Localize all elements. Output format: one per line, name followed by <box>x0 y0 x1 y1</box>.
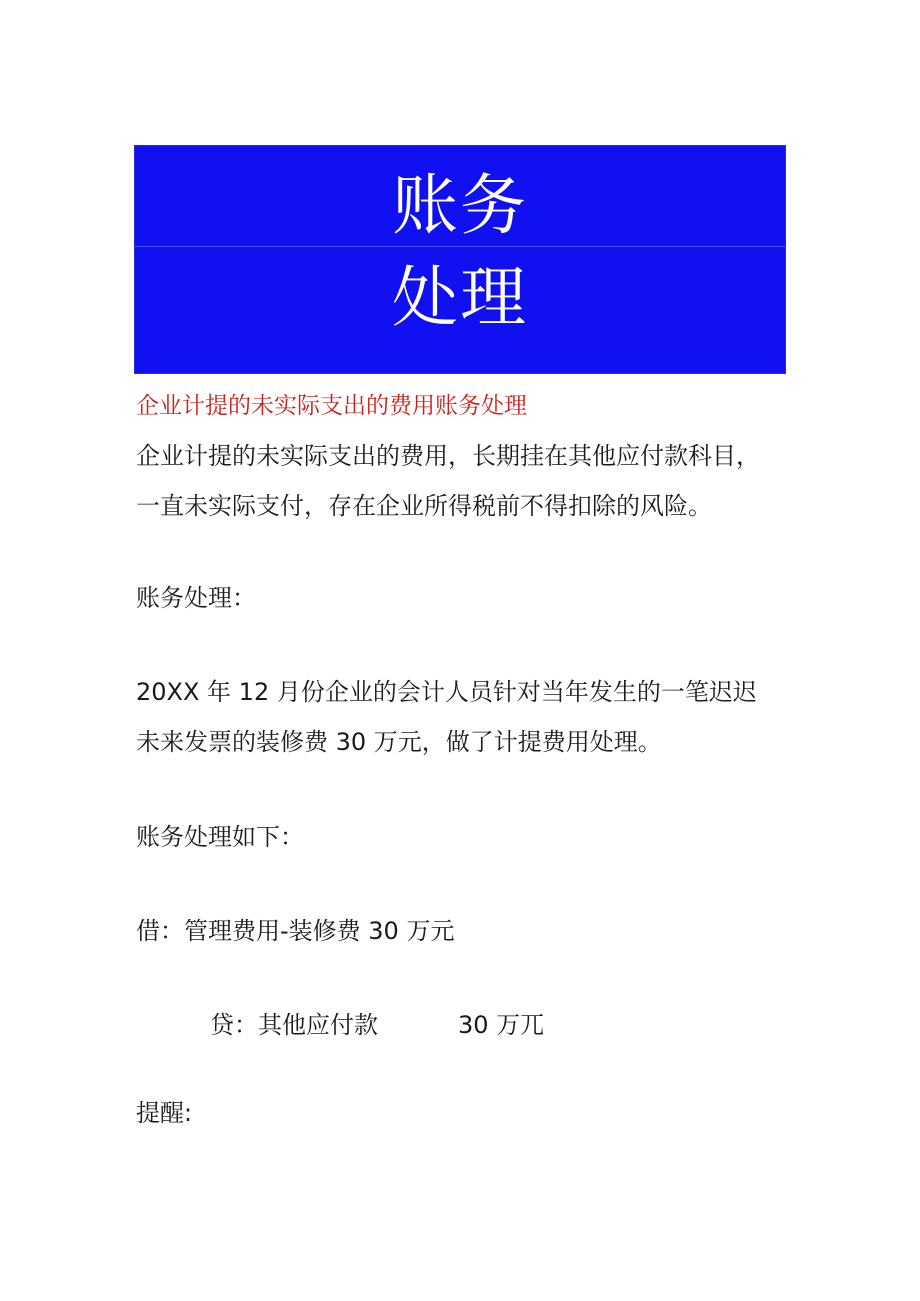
title-banner <box>134 145 786 374</box>
banner-title-line2: 处理 <box>392 259 528 336</box>
intro-line-1: 企业计提的未实际支出的费用，长期挂在其他应付款科目， <box>136 442 760 470</box>
section-heading-accounting: 账务处理： <box>136 584 256 612</box>
case-line-2: 未来发票的装修费 30 万元，做了计提费用处理。 <box>136 728 662 756</box>
intro-paragraph <box>136 431 760 531</box>
case-line-1: 20XX 年 12 月份企业的会计人员针对当年发生的一笔迟迟 <box>136 678 757 706</box>
banner-divider <box>135 246 785 247</box>
article-subtitle: 企业计提的未实际支出的费用账务处理 <box>136 393 527 419</box>
credit-entry-label: 贷：其他应付款 <box>210 1011 378 1039</box>
reminder-heading: 提醒: <box>136 1099 193 1127</box>
intro-line-2: 一直未实际支付，存在企业所得税前不得扣除的风险。 <box>136 492 712 520</box>
credit-entry-amount: 30 万兀 <box>458 1011 545 1039</box>
banner-title-line1: 账务 <box>392 167 528 244</box>
case-paragraph <box>136 667 757 767</box>
debit-entry: 借：管理费用-装修费 30 万元 <box>136 917 455 945</box>
section-heading-entries: 账务处理如下： <box>136 823 304 851</box>
